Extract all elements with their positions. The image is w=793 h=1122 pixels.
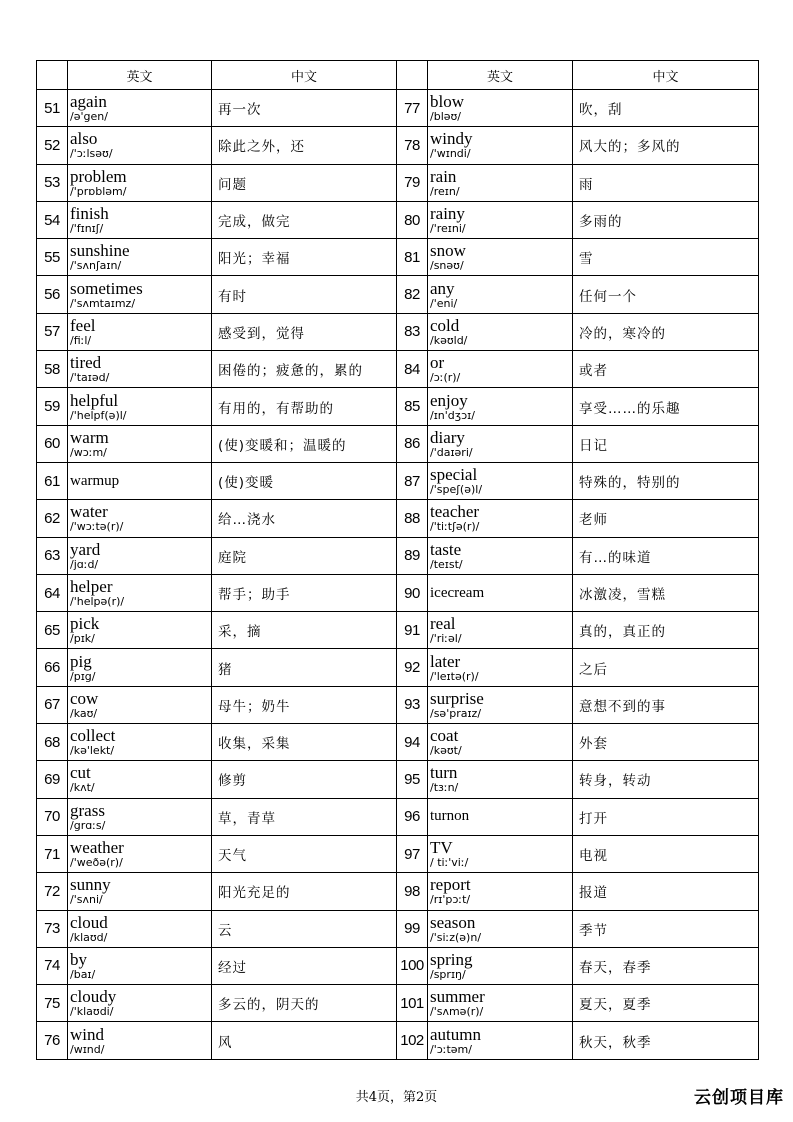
chinese-meaning: 特殊的，特别的 bbox=[573, 462, 759, 499]
word-number: 80 bbox=[397, 201, 428, 238]
word-number: 91 bbox=[397, 612, 428, 649]
table-row bbox=[37, 649, 759, 686]
chinese-meaning: 多云的，阴天的 bbox=[212, 985, 397, 1022]
english-word: cloud bbox=[70, 912, 108, 932]
word-number: 82 bbox=[397, 276, 428, 313]
word-number: 99 bbox=[397, 910, 428, 947]
chinese-meaning: 云 bbox=[212, 910, 397, 947]
english-cell bbox=[68, 947, 212, 984]
phonetic: /'helpf(ə)l/ bbox=[70, 408, 127, 422]
chinese-meaning: 冷的，寒冷的 bbox=[573, 313, 759, 350]
english-cell bbox=[68, 1022, 212, 1059]
phonetic: /'tiːtʃə(r)/ bbox=[430, 520, 480, 534]
chinese-meaning: 除此之外，还 bbox=[212, 127, 397, 164]
chinese-meaning: 收集，采集 bbox=[212, 724, 397, 761]
chinese-meaning: 电视 bbox=[573, 835, 759, 872]
phonetic: /'sʌni/ bbox=[70, 893, 103, 907]
word-number: 97 bbox=[397, 835, 428, 872]
english-cell bbox=[68, 164, 212, 201]
table-row bbox=[37, 500, 759, 537]
english-cell bbox=[68, 313, 212, 350]
word-number: 93 bbox=[397, 686, 428, 723]
english-word: icecream bbox=[430, 584, 485, 601]
chinese-meaning: 报道 bbox=[573, 873, 759, 910]
word-number: 92 bbox=[397, 649, 428, 686]
english-cell bbox=[68, 873, 212, 910]
phonetic: /'reɪni/ bbox=[430, 222, 466, 236]
chinese-meaning: 夏天，夏季 bbox=[573, 985, 759, 1022]
word-number: 88 bbox=[397, 500, 428, 537]
english-word: helper bbox=[70, 577, 113, 596]
chinese-meaning: (使)变暖和；温暖的 bbox=[212, 425, 397, 462]
english-word: surprise bbox=[430, 688, 484, 708]
phonetic: /bləʊ/ bbox=[430, 110, 462, 124]
page-number: 共4页，第2页 bbox=[355, 1090, 438, 1105]
english-word: turnon bbox=[430, 808, 470, 825]
english-word: autumn bbox=[430, 1024, 481, 1044]
word-number: 58 bbox=[37, 351, 68, 388]
chinese-meaning: (使)变暖 bbox=[212, 462, 397, 499]
english-word: finish bbox=[70, 204, 109, 224]
word-number: 85 bbox=[397, 388, 428, 425]
english-cell bbox=[68, 574, 212, 611]
chinese-meaning: 冰激凌，雪糕 bbox=[573, 574, 759, 611]
phonetic: /jɑːd/ bbox=[70, 557, 99, 571]
english-cell bbox=[428, 873, 573, 910]
table-row bbox=[37, 798, 759, 835]
english-cell bbox=[428, 798, 573, 835]
english-header: 英文 bbox=[68, 61, 212, 90]
table-row bbox=[37, 985, 759, 1022]
phonetic: /reɪn/ bbox=[430, 184, 460, 198]
word-number: 84 bbox=[397, 351, 428, 388]
word-number: 101 bbox=[397, 985, 428, 1022]
word-number: 70 bbox=[37, 798, 68, 835]
chinese-meaning: 天气 bbox=[212, 835, 397, 872]
english-cell bbox=[68, 612, 212, 649]
phonetic: /'prɒbləm/ bbox=[70, 184, 127, 198]
english-word: rainy bbox=[430, 204, 465, 224]
chinese-meaning: 母牛；奶牛 bbox=[212, 686, 397, 723]
word-number: 81 bbox=[397, 239, 428, 276]
chinese-meaning: 感受到，觉得 bbox=[212, 313, 397, 350]
english-cell bbox=[68, 649, 212, 686]
word-number: 62 bbox=[37, 500, 68, 537]
word-number: 66 bbox=[37, 649, 68, 686]
phonetic: /sprɪŋ/ bbox=[430, 967, 466, 981]
table-row bbox=[37, 90, 759, 127]
num-header bbox=[37, 61, 68, 90]
chinese-meaning: 有…的味道 bbox=[573, 537, 759, 574]
word-number: 51 bbox=[37, 90, 68, 127]
english-word: collect bbox=[70, 726, 116, 746]
word-number: 87 bbox=[397, 462, 428, 499]
table-row bbox=[37, 127, 759, 164]
english-word: season bbox=[430, 912, 476, 932]
word-number: 59 bbox=[37, 388, 68, 425]
word-number: 75 bbox=[37, 985, 68, 1022]
english-cell bbox=[68, 761, 212, 798]
table-row bbox=[37, 201, 759, 238]
phonetic: /'speʃ(ə)l/ bbox=[430, 483, 483, 497]
phonetic: / tiː'viː/ bbox=[430, 856, 469, 870]
table-row bbox=[37, 761, 759, 798]
english-cell bbox=[68, 537, 212, 574]
word-number: 90 bbox=[397, 574, 428, 611]
phonetic: /'sʌnʃaɪn/ bbox=[70, 259, 122, 273]
word-number: 89 bbox=[397, 537, 428, 574]
english-word: turn bbox=[430, 763, 458, 783]
english-word: cloudy bbox=[70, 987, 117, 1007]
chinese-meaning: 秋天，秋季 bbox=[573, 1022, 759, 1059]
english-word: real bbox=[430, 614, 456, 634]
chinese-meaning: 草，青草 bbox=[212, 798, 397, 835]
english-word: also bbox=[70, 129, 98, 149]
word-number: 55 bbox=[37, 239, 68, 276]
english-word: summer bbox=[430, 987, 485, 1007]
english-word: snow bbox=[430, 241, 466, 261]
chinese-meaning: 之后 bbox=[573, 649, 759, 686]
english-cell bbox=[68, 201, 212, 238]
english-cell bbox=[428, 649, 573, 686]
table-row bbox=[37, 462, 759, 499]
english-cell bbox=[428, 351, 573, 388]
phonetic: /'taɪəd/ bbox=[70, 371, 110, 385]
english-cell bbox=[428, 724, 573, 761]
english-word: feel bbox=[70, 315, 96, 335]
english-word: grass bbox=[70, 800, 105, 820]
english-cell bbox=[428, 313, 573, 350]
english-cell bbox=[68, 90, 212, 127]
phonetic: /ɔː(r)/ bbox=[430, 371, 461, 385]
english-word: warm bbox=[70, 427, 109, 447]
english-word: teacher bbox=[430, 502, 480, 522]
word-number: 64 bbox=[37, 574, 68, 611]
table-row bbox=[37, 239, 759, 276]
word-number: 61 bbox=[37, 462, 68, 499]
english-cell bbox=[428, 1022, 573, 1059]
english-cell bbox=[428, 910, 573, 947]
phonetic: /'sʌmtaɪmz/ bbox=[70, 296, 136, 310]
chinese-meaning: 有用的，有帮助的 bbox=[212, 388, 397, 425]
english-word: warmup bbox=[70, 472, 120, 489]
chinese-header: 中文 bbox=[212, 61, 397, 90]
chinese-meaning: 雪 bbox=[573, 239, 759, 276]
phonetic: /'sʌmə(r)/ bbox=[430, 1005, 484, 1019]
word-number: 98 bbox=[397, 873, 428, 910]
word-number: 72 bbox=[37, 873, 68, 910]
english-cell bbox=[428, 761, 573, 798]
english-cell bbox=[428, 985, 573, 1022]
english-word: by bbox=[70, 949, 87, 969]
phonetic: /pɪk/ bbox=[70, 632, 95, 646]
chinese-meaning: 有时 bbox=[212, 276, 397, 313]
english-cell bbox=[68, 500, 212, 537]
english-word: tired bbox=[70, 353, 102, 373]
chinese-meaning: 阳光；幸福 bbox=[212, 239, 397, 276]
word-number: 69 bbox=[37, 761, 68, 798]
english-word: water bbox=[70, 502, 108, 522]
word-number: 65 bbox=[37, 612, 68, 649]
header-row bbox=[37, 61, 759, 90]
table-row bbox=[37, 612, 759, 649]
table-row bbox=[37, 537, 759, 574]
table-row bbox=[37, 388, 759, 425]
phonetic: /kaʊ/ bbox=[70, 706, 98, 720]
chinese-meaning: 修剪 bbox=[212, 761, 397, 798]
word-number: 60 bbox=[37, 425, 68, 462]
phonetic: /'eni/ bbox=[430, 296, 458, 310]
english-word: TV bbox=[430, 838, 453, 858]
english-word: yard bbox=[70, 539, 101, 559]
phonetic: /ɪn'dʒɔɪ/ bbox=[430, 408, 475, 422]
chinese-meaning: 雨 bbox=[573, 164, 759, 201]
num-header bbox=[397, 61, 428, 90]
english-word: cold bbox=[430, 315, 460, 335]
chinese-meaning: 意想不到的事 bbox=[573, 686, 759, 723]
english-cell bbox=[68, 724, 212, 761]
english-cell bbox=[428, 835, 573, 872]
english-word: special bbox=[430, 465, 478, 485]
english-word: taste bbox=[430, 539, 462, 559]
phonetic: /kəʊt/ bbox=[430, 744, 462, 758]
chinese-meaning: 庭院 bbox=[212, 537, 397, 574]
english-cell bbox=[428, 537, 573, 574]
phonetic: /'klaʊdi/ bbox=[70, 1005, 114, 1019]
english-cell bbox=[428, 90, 573, 127]
word-number: 76 bbox=[37, 1022, 68, 1059]
chinese-meaning: 困倦的；疲惫的，累的 bbox=[212, 351, 397, 388]
phonetic: /'wɪndi/ bbox=[430, 147, 471, 161]
word-number: 95 bbox=[397, 761, 428, 798]
word-number: 79 bbox=[397, 164, 428, 201]
chinese-meaning: 日记 bbox=[573, 425, 759, 462]
english-cell bbox=[68, 276, 212, 313]
english-cell bbox=[68, 985, 212, 1022]
phonetic: /ə'gen/ bbox=[70, 110, 108, 124]
chinese-meaning: 风大的；多风的 bbox=[573, 127, 759, 164]
phonetic: /rɪ'pɔːt/ bbox=[430, 893, 471, 907]
phonetic: /'daɪəri/ bbox=[430, 445, 473, 459]
english-word: helpful bbox=[70, 390, 119, 410]
english-cell bbox=[428, 127, 573, 164]
english-word: problem bbox=[70, 166, 127, 186]
word-number: 100 bbox=[397, 947, 428, 984]
phonetic: /kə'lekt/ bbox=[70, 744, 115, 758]
english-cell bbox=[68, 239, 212, 276]
english-header: 英文 bbox=[428, 61, 573, 90]
word-number: 74 bbox=[37, 947, 68, 984]
chinese-meaning: 风 bbox=[212, 1022, 397, 1059]
english-cell bbox=[428, 239, 573, 276]
english-cell bbox=[428, 947, 573, 984]
word-number: 102 bbox=[397, 1022, 428, 1059]
word-number: 78 bbox=[397, 127, 428, 164]
chinese-meaning: 老师 bbox=[573, 500, 759, 537]
phonetic: /baɪ/ bbox=[70, 967, 96, 981]
english-cell bbox=[428, 164, 573, 201]
chinese-meaning: 经过 bbox=[212, 947, 397, 984]
chinese-meaning: 采，摘 bbox=[212, 612, 397, 649]
english-word: cow bbox=[70, 688, 99, 708]
phonetic: /'weðə(r)/ bbox=[70, 856, 123, 870]
english-cell bbox=[68, 127, 212, 164]
english-word: wind bbox=[70, 1024, 104, 1044]
chinese-meaning: 阳光充足的 bbox=[212, 873, 397, 910]
english-word: sunny bbox=[70, 875, 111, 895]
english-cell bbox=[68, 910, 212, 947]
english-word: spring bbox=[430, 949, 473, 969]
word-number: 67 bbox=[37, 686, 68, 723]
table-row bbox=[37, 947, 759, 984]
table-row bbox=[37, 910, 759, 947]
chinese-meaning: 或者 bbox=[573, 351, 759, 388]
chinese-meaning: 转身，转动 bbox=[573, 761, 759, 798]
word-number: 77 bbox=[397, 90, 428, 127]
english-cell bbox=[68, 686, 212, 723]
phonetic: /fiːl/ bbox=[70, 333, 92, 347]
english-cell bbox=[428, 462, 573, 499]
phonetic: /'riːəl/ bbox=[430, 632, 462, 646]
phonetic: /grɑːs/ bbox=[70, 818, 106, 832]
word-number: 68 bbox=[37, 724, 68, 761]
english-word: sunshine bbox=[70, 241, 130, 261]
chinese-meaning: 打开 bbox=[573, 798, 759, 835]
word-number: 56 bbox=[37, 276, 68, 313]
english-cell bbox=[428, 612, 573, 649]
phonetic: /kəʊld/ bbox=[430, 333, 468, 347]
chinese-meaning: 春天，春季 bbox=[573, 947, 759, 984]
english-word: rain bbox=[430, 166, 457, 186]
phonetic: /'siːz(ə)n/ bbox=[430, 930, 482, 944]
english-word: or bbox=[430, 353, 445, 373]
phonetic: /snəʊ/ bbox=[430, 259, 464, 273]
english-cell bbox=[428, 201, 573, 238]
chinese-meaning: 任何一个 bbox=[573, 276, 759, 313]
word-number: 94 bbox=[397, 724, 428, 761]
chinese-meaning: 给…浇水 bbox=[212, 500, 397, 537]
english-cell bbox=[428, 425, 573, 462]
phonetic: /'ɔːtəm/ bbox=[430, 1042, 472, 1056]
english-word: coat bbox=[430, 726, 459, 746]
phonetic: /sə'praɪz/ bbox=[430, 706, 482, 720]
word-number: 73 bbox=[37, 910, 68, 947]
brand-watermark: 云创项目库 bbox=[694, 1088, 784, 1108]
vocab-table bbox=[36, 60, 759, 1060]
word-number: 53 bbox=[37, 164, 68, 201]
phonetic: /'wɔːtə(r)/ bbox=[70, 520, 124, 534]
phonetic: /klaʊd/ bbox=[70, 930, 108, 944]
word-number: 71 bbox=[37, 835, 68, 872]
phonetic: /'helpə(r)/ bbox=[70, 595, 125, 608]
english-word: pig bbox=[70, 651, 92, 671]
english-cell bbox=[68, 388, 212, 425]
english-cell bbox=[68, 425, 212, 462]
english-cell bbox=[428, 388, 573, 425]
phonetic: /pɪg/ bbox=[70, 669, 96, 683]
table-row bbox=[37, 873, 759, 910]
table-row bbox=[37, 276, 759, 313]
english-word: report bbox=[430, 875, 471, 895]
chinese-meaning: 再一次 bbox=[212, 90, 397, 127]
english-cell bbox=[68, 351, 212, 388]
table-row bbox=[37, 686, 759, 723]
table-row bbox=[37, 425, 759, 462]
english-cell bbox=[68, 798, 212, 835]
table-row bbox=[37, 1022, 759, 1059]
english-word: pick bbox=[70, 614, 100, 634]
english-cell bbox=[68, 462, 212, 499]
phonetic: /'ɔːlsəʊ/ bbox=[70, 147, 113, 161]
chinese-meaning: 季节 bbox=[573, 910, 759, 947]
english-word: weather bbox=[70, 838, 124, 858]
word-number: 57 bbox=[37, 313, 68, 350]
phonetic: /'fɪnɪʃ/ bbox=[70, 222, 104, 236]
phonetic: /kʌt/ bbox=[70, 781, 95, 795]
table-row bbox=[37, 574, 759, 611]
word-number: 96 bbox=[397, 798, 428, 835]
chinese-header: 中文 bbox=[573, 61, 759, 90]
table-row bbox=[37, 724, 759, 761]
english-word: again bbox=[70, 92, 107, 112]
english-cell bbox=[428, 686, 573, 723]
english-word: blow bbox=[430, 92, 464, 112]
english-word: any bbox=[430, 278, 455, 298]
phonetic: /'leɪtə(r)/ bbox=[430, 669, 479, 683]
phonetic: /tɜːn/ bbox=[430, 781, 459, 795]
word-number: 83 bbox=[397, 313, 428, 350]
table-row bbox=[37, 835, 759, 872]
english-cell bbox=[428, 500, 573, 537]
table-row bbox=[37, 351, 759, 388]
word-number: 86 bbox=[397, 425, 428, 462]
chinese-meaning: 猪 bbox=[212, 649, 397, 686]
english-cell bbox=[428, 276, 573, 313]
phonetic: /wɪnd/ bbox=[70, 1042, 105, 1056]
table-row bbox=[37, 313, 759, 350]
english-word: enjoy bbox=[430, 390, 468, 410]
english-cell bbox=[428, 574, 573, 611]
word-number: 54 bbox=[37, 201, 68, 238]
word-number: 63 bbox=[37, 537, 68, 574]
english-word: windy bbox=[430, 129, 473, 149]
chinese-meaning: 帮手；助手 bbox=[212, 574, 397, 611]
word-number: 52 bbox=[37, 127, 68, 164]
english-word: diary bbox=[430, 427, 465, 447]
english-word: cut bbox=[70, 763, 91, 783]
chinese-meaning: 完成，做完 bbox=[212, 201, 397, 238]
english-word: sometimes bbox=[70, 278, 143, 298]
chinese-meaning: 多雨的 bbox=[573, 201, 759, 238]
chinese-meaning: 吹，刮 bbox=[573, 90, 759, 127]
phonetic: /teɪst/ bbox=[430, 557, 463, 571]
chinese-meaning: 外套 bbox=[573, 724, 759, 761]
english-cell bbox=[68, 835, 212, 872]
chinese-meaning: 真的，真正的 bbox=[573, 612, 759, 649]
chinese-meaning: 问题 bbox=[212, 164, 397, 201]
chinese-meaning: 享受……的乐趣 bbox=[573, 388, 759, 425]
english-word: later bbox=[430, 651, 461, 671]
table-row bbox=[37, 164, 759, 201]
phonetic: /wɔːm/ bbox=[70, 445, 107, 459]
